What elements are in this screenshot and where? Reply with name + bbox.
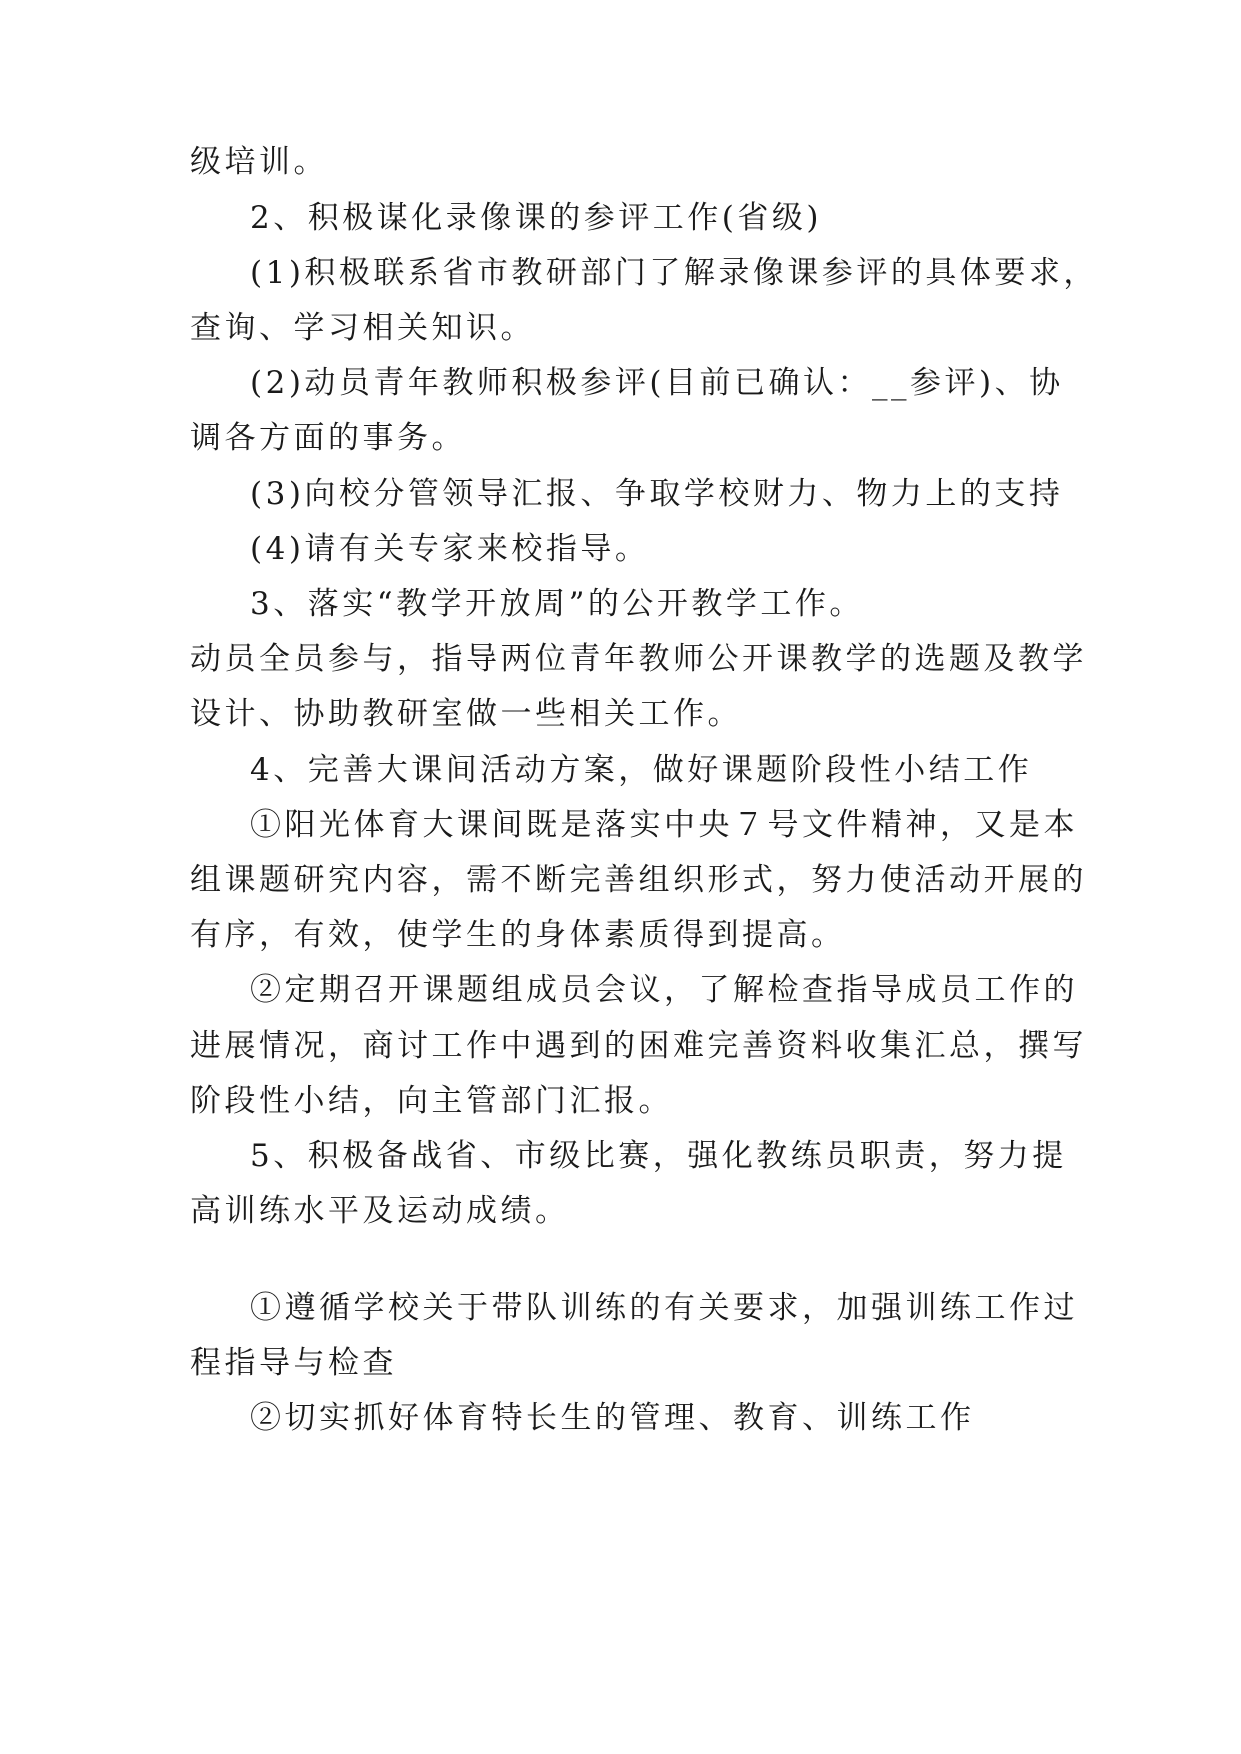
text-line: 有序，有效，使学生的身体素质得到提高。 [190,917,846,953]
section-heading-3: 3、落实“教学开放周”的公开教学工作。 [250,586,864,622]
text-line: 查询、学习相关知识。 [190,310,535,346]
text-line: 设计、协助教研室做一些相关工作。 [190,696,742,732]
list-item-4: (4)请有关专家来校指导。 [250,531,650,567]
text-line: 程指导与检查 [190,1345,397,1381]
text-line: 高训练水平及运动成绩。 [190,1193,570,1229]
list-item-3: (3)向校分管领导汇报、争取学校财力、物力上的支持 [250,476,1064,512]
list-item-circled-1b: ①遵循学校关于带队训练的有关要求，加强训练工作过 [250,1290,1078,1326]
text-line: 阶段性小结，向主管部门汇报。 [190,1083,673,1119]
list-item-circled-2b: ②切实抓好体育特长生的管理、教育、训练工作 [250,1400,975,1436]
list-item-2: (2)动员青年教师积极参评(目前已确认：__参评)、协 [250,365,1064,401]
text-line: 动员全员参与，指导两位青年教师公开课教学的选题及教学 [190,641,1087,677]
text-line: 调各方面的事务。 [190,420,466,456]
list-item-circled-1: ①阳光体育大课间既是落实中央７号文件精神，又是本 [250,807,1078,843]
text-line: 级培训。 [190,144,328,180]
section-heading-5: 5、积极备战省、市级比赛，强化教练员职责，努力提 [250,1138,1067,1174]
text-line: 进展情况，商讨工作中遇到的困难完善资料收集汇总，撰写 [190,1028,1087,1064]
section-heading-2: 2、积极谋化录像课的参评工作(省级) [250,200,822,236]
section-heading-4: 4、完善大课间活动方案，做好课题阶段性小结工作 [250,752,1033,788]
list-item-circled-2: ②定期召开课题组成员会议，了解检查指导成员工作的 [250,972,1078,1008]
list-item-1: (1)积极联系省市教研部门了解录像课参评的具体要求， [250,255,1098,291]
text-line: 组课题研究内容，需不断完善组织形式，努力使活动开展的 [190,862,1087,898]
